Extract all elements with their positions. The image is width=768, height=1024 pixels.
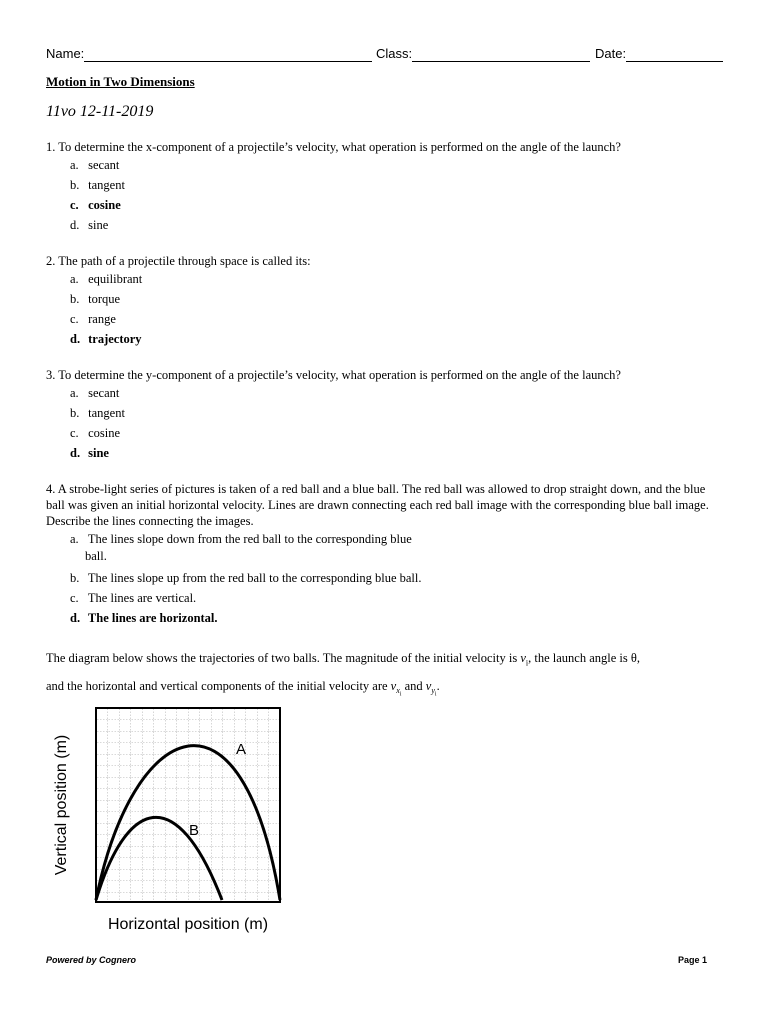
question-4-options xyxy=(70,531,460,628)
option-label: a. xyxy=(70,532,79,546)
question-3-text: 3. To determine the y-component of a projectile’s velocity, what operation is performed on the angle of the launch? xyxy=(46,368,621,382)
curve-b-label: B xyxy=(189,822,200,839)
option xyxy=(70,155,125,175)
vy-symbol: v xyxy=(425,678,432,693)
option-text: trajectory xyxy=(88,332,142,346)
option-text: The lines are vertical. xyxy=(87,591,197,605)
option-label: a. xyxy=(70,158,79,172)
option-correct xyxy=(70,195,125,215)
option-label: d. xyxy=(70,332,81,346)
option-label: d. xyxy=(70,218,80,232)
option xyxy=(70,568,460,588)
option-label: b. xyxy=(70,571,80,585)
page-number: Page 1 xyxy=(678,955,708,965)
option-text: sine xyxy=(88,218,109,232)
question-2-options xyxy=(70,269,142,349)
option-text: tangent xyxy=(88,406,125,420)
option xyxy=(70,383,125,403)
option xyxy=(70,531,460,568)
option-text: sine xyxy=(88,446,109,460)
option-label: c. xyxy=(70,198,79,212)
option-text: The lines slope down from the red ball to the corresponding blue xyxy=(87,532,412,546)
option-text: range xyxy=(88,312,116,326)
vx-subsubscript: i xyxy=(399,691,402,698)
option-label: c. xyxy=(70,312,79,326)
question-3-options xyxy=(70,383,125,463)
option-correct xyxy=(70,329,142,349)
question-4-text: 4. A strobe-light series of pictures is taken of a red ball and a blue ball. The red ball was allowed to drop straight down, and the blue ball was given an initial horizontal velocity. Lines are drawn connecting each red ball image with the corresponding blue ball image. Describe the lines connecting the images. xyxy=(46,482,709,528)
question-1-text: 1. To determine the x-component of a projectile’s velocity, what operation is performed on the angle of the launch? xyxy=(46,140,621,154)
option-text: tangent xyxy=(88,178,125,192)
option-label: a. xyxy=(70,386,79,400)
option-text: secant xyxy=(88,386,120,400)
option-text: equilibrant xyxy=(88,272,143,286)
class-field[interactable] xyxy=(412,61,590,62)
option xyxy=(70,403,125,423)
vx-symbol: v xyxy=(390,678,397,693)
intro-text: and the horizontal and vertical components of the initial velocity are xyxy=(46,678,391,693)
option xyxy=(70,423,125,443)
vy-subsubscript: i xyxy=(434,691,437,698)
trajectory-diagram xyxy=(40,700,300,940)
option-label: c. xyxy=(70,426,79,440)
header-fields xyxy=(46,46,726,66)
option-correct xyxy=(70,443,125,463)
option-text: cosine xyxy=(88,198,121,212)
option-label: b. xyxy=(70,406,80,420)
option-label: c. xyxy=(70,591,79,605)
option-label: d. xyxy=(70,446,81,460)
option xyxy=(70,588,460,608)
diagram-intro xyxy=(46,647,726,706)
date-label: Date: xyxy=(595,46,627,61)
footer-brand: Powered by Cognero xyxy=(46,955,137,965)
option-label: b. xyxy=(70,178,80,192)
intro-text: , the launch angle is θ, xyxy=(528,651,640,665)
intro-text: and xyxy=(401,678,426,693)
option-text: secant xyxy=(88,158,120,172)
option xyxy=(70,309,142,329)
vy-subscript: y xyxy=(431,686,435,695)
name-label: Name: xyxy=(46,46,85,61)
grid-area xyxy=(96,708,280,902)
option xyxy=(70,215,125,235)
name-field[interactable] xyxy=(84,61,372,62)
option-label: d. xyxy=(70,611,81,625)
question-1-options xyxy=(70,155,125,235)
option-text: cosine xyxy=(88,426,121,440)
option-text: The lines are horizontal. xyxy=(87,611,218,625)
option xyxy=(70,289,142,309)
y-axis-label: Vertical position (m) xyxy=(53,734,70,876)
intro-text: The diagram below shows the trajectories of two balls. The magnitude of the initial velocity is xyxy=(46,651,521,665)
vx-subscript: x xyxy=(396,686,400,695)
option-label: a. xyxy=(70,272,79,286)
class-label: Class: xyxy=(376,46,413,61)
option xyxy=(70,269,142,289)
vi-subscript: i xyxy=(525,658,529,668)
document-title: Motion in Two Dimensions xyxy=(46,74,195,89)
option-text-continued: ball. xyxy=(85,549,107,563)
option-text: torque xyxy=(88,292,121,306)
date-field[interactable] xyxy=(626,61,723,62)
vi-symbol: v xyxy=(520,651,526,665)
question-2-text: 2. The path of a projectile through space is called its: xyxy=(46,254,311,268)
x-axis-label: Horizontal position (m) xyxy=(107,916,269,933)
option-correct xyxy=(70,608,460,628)
intro-text: . xyxy=(436,678,440,693)
option xyxy=(70,175,125,195)
curve-a-label: A xyxy=(236,741,247,758)
option-label: b. xyxy=(70,292,80,306)
option-text: The lines slope up from the red ball to the corresponding blue ball. xyxy=(87,571,422,585)
date-stamp: 11vo 12-11-2019 xyxy=(46,103,154,120)
